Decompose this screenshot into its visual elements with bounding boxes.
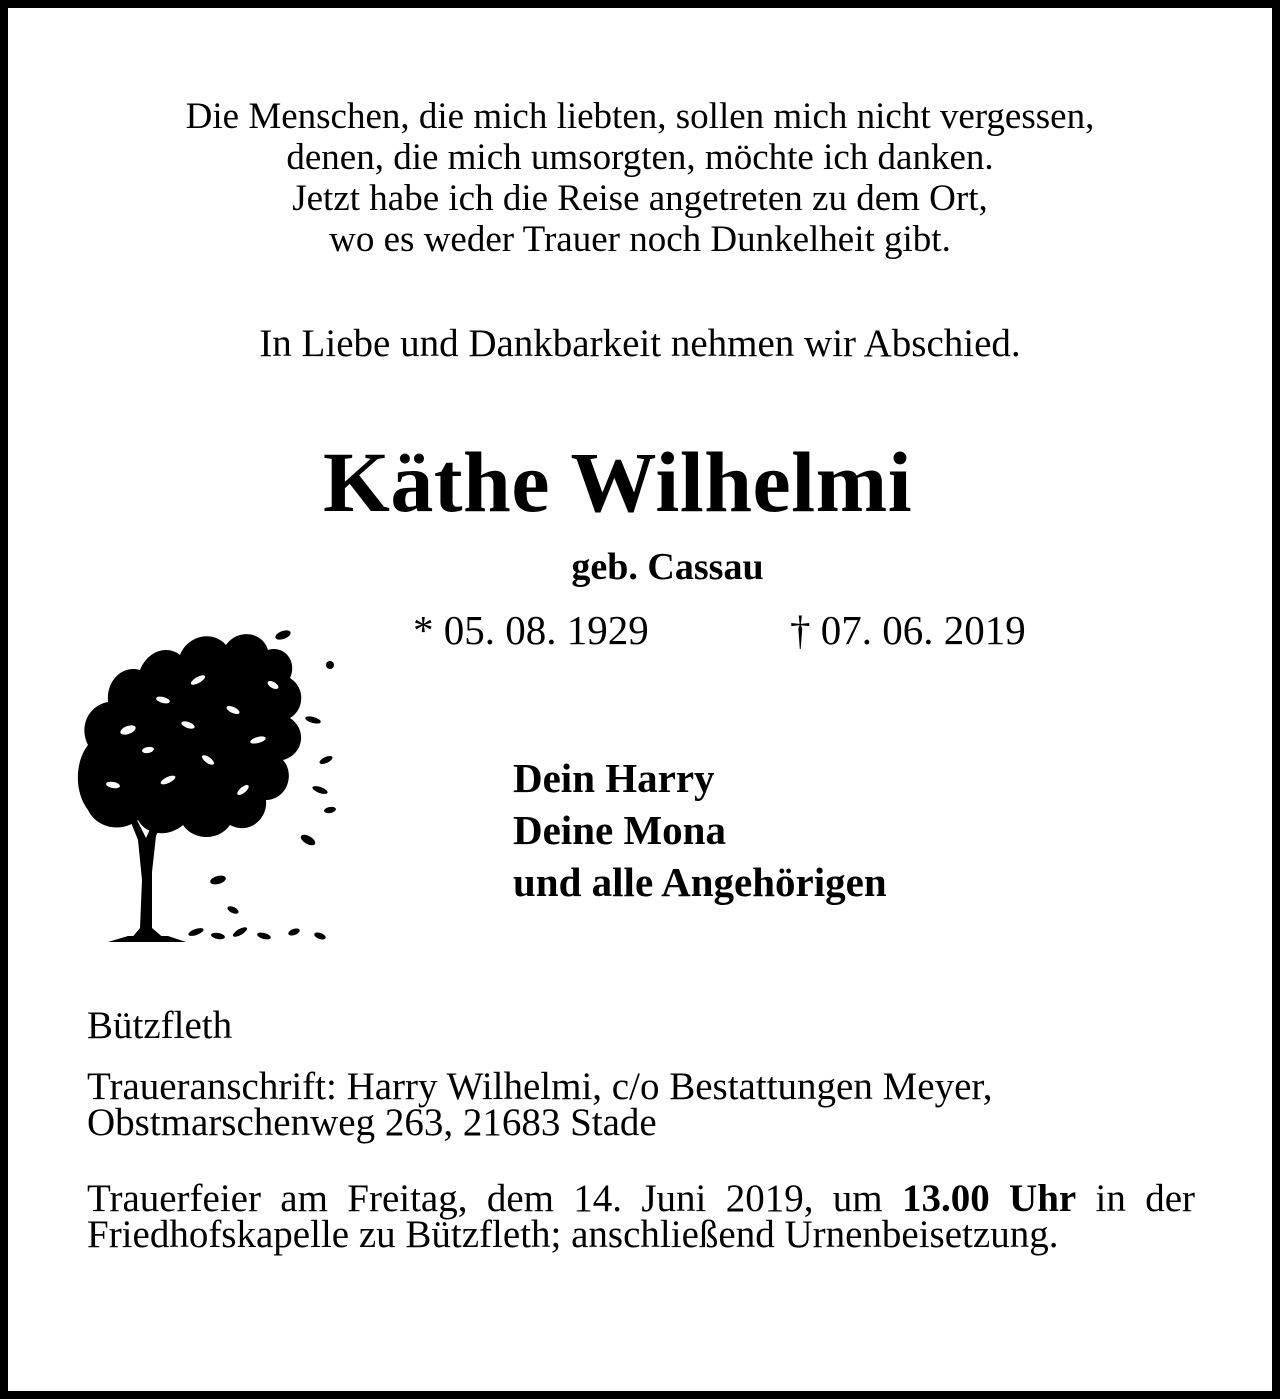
service-time: 13.00 Uhr <box>901 1177 1077 1220</box>
mourners <box>513 752 887 908</box>
mourner-line: Dein Harry <box>513 755 715 801</box>
service-text-after: in der Friedhofskapelle zu Bützfleth; anschließend Urnenbeisetzung. <box>87 1177 1195 1256</box>
mourning-address <box>87 1065 1195 1144</box>
poem-line: denen, die mich umsorgten, möchte ich danken. <box>286 137 994 178</box>
funeral-service-info <box>87 1177 1195 1256</box>
service-text-before: Trauerfeier am Freitag, dem 14. Juni 2019, um <box>87 1177 902 1220</box>
poem-line: Jetzt habe ich die Reise angetreten zu dem Ort, <box>292 178 988 219</box>
farewell-line: In Liebe und Dankbarkeit nehmen wir Abschied. <box>259 322 1021 365</box>
maiden-name: geb. Cassau <box>571 546 764 588</box>
death-date: † 07. 06. 2019 <box>790 607 1026 653</box>
poem-line: Die Menschen, die mich liebten, sollen mich nicht vergessen, <box>185 96 1095 137</box>
poem <box>0 96 1280 260</box>
birth-date: * 05. 08. 1929 <box>413 607 649 653</box>
address-line: Obstmarschenweg 263, 21683 Stade <box>87 1101 657 1144</box>
poem-line: wo es weder Trauer noch Dunkelheit gibt. <box>329 219 951 260</box>
windblown-tree-icon <box>68 610 348 950</box>
mourner-line: und alle Angehörigen <box>513 859 887 905</box>
address-line: Traueranschrift: Harry Wilhelmi, c/o Bestattungen Meyer, <box>87 1065 993 1108</box>
deceased-name: Käthe Wilhelmi <box>323 434 913 530</box>
mourner-line: Deine Mona <box>513 807 726 853</box>
place-name: Bützfleth <box>87 1004 233 1047</box>
